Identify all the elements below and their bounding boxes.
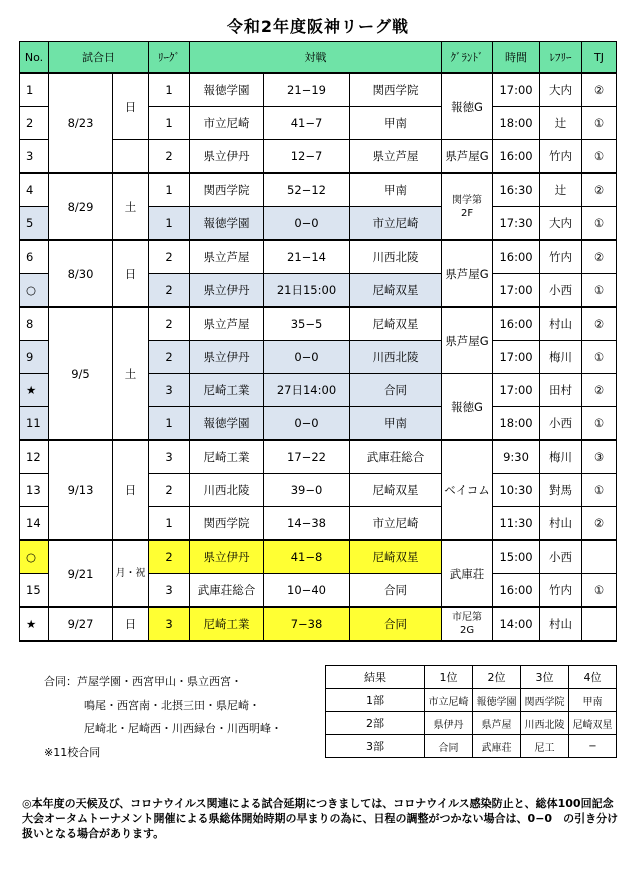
note-line: 尼崎北・尼崎西・川西緑台・川西明峰・ [84, 722, 282, 735]
away-team: 川西北陵 [350, 341, 442, 374]
time: 18:00 [493, 407, 540, 441]
tj: ② [582, 73, 617, 107]
match-date: 8/29 [49, 173, 113, 240]
division: 1部 [326, 689, 425, 712]
match-no: ○ [20, 274, 49, 308]
referee: 村山 [540, 607, 582, 641]
match-date: 9/13 [49, 440, 113, 540]
referee: 小西 [540, 407, 582, 441]
time: 17:00 [493, 374, 540, 407]
league: 2 [149, 540, 190, 574]
referee: 小西 [540, 274, 582, 308]
table-row [20, 73, 617, 107]
home-team: 尼崎工業 [190, 374, 264, 407]
score: 0−0 [264, 407, 350, 441]
rank-cell: 尼崎双星 [569, 712, 617, 735]
match-date: 8/23 [49, 73, 113, 173]
results-header: 4位 [569, 666, 617, 689]
note-line: ※11校合同 [44, 745, 101, 759]
results-row [326, 712, 617, 735]
referee: 辻 [540, 173, 582, 207]
match-day: 日 [113, 440, 149, 540]
results-row [326, 689, 617, 712]
tj: ① [582, 474, 617, 507]
match-no: 5 [20, 207, 49, 241]
away-team: 尼崎双星 [350, 474, 442, 507]
referee: 村山 [540, 507, 582, 541]
table-row [20, 240, 617, 274]
header-tj: TJ [582, 42, 617, 74]
match-date: 9/5 [49, 307, 113, 440]
time: 17:00 [493, 73, 540, 107]
header-row [20, 42, 617, 74]
league: 2 [149, 240, 190, 274]
joint-team-notes [44, 670, 282, 764]
tj [582, 540, 617, 574]
home-team: 報徳学園 [190, 73, 264, 107]
home-team: 県立伊丹 [190, 341, 264, 374]
match-no: 2 [20, 107, 49, 140]
note-line: 合同：芦屋学園・西宮甲山・県立西宮・ [44, 675, 242, 688]
table-row [20, 540, 617, 574]
header-no: No. [20, 42, 49, 74]
tj: ① [582, 107, 617, 140]
time: 14:00 [493, 607, 540, 641]
match-no: 8 [20, 307, 49, 341]
tj: ① [582, 274, 617, 308]
rank-cell: 合同 [425, 735, 473, 758]
rank-cell: 尼工 [521, 735, 569, 758]
match-date: 9/27 [49, 607, 113, 641]
home-team: 県立伊丹 [190, 274, 264, 308]
match-day: 土 [113, 173, 149, 240]
match-no: 14 [20, 507, 49, 541]
home-team: 市立尼崎 [190, 107, 264, 140]
header-match: 対戦 [190, 42, 442, 74]
match-no: 12 [20, 440, 49, 474]
home-team: 報徳学園 [190, 207, 264, 241]
score: 21日15:00 [264, 274, 350, 308]
score: 0−0 [264, 207, 350, 241]
league: 1 [149, 407, 190, 441]
match-no: 1 [20, 73, 49, 107]
tj: ③ [582, 440, 617, 474]
tj: ① [582, 341, 617, 374]
league: 3 [149, 574, 190, 608]
referee: 對馬 [540, 474, 582, 507]
home-team: 県立伊丹 [190, 540, 264, 574]
schedule-table [19, 41, 617, 642]
away-team: 市立尼崎 [350, 507, 442, 541]
away-team: 尼崎双星 [350, 540, 442, 574]
tj: ① [582, 207, 617, 241]
results-table [325, 665, 617, 758]
league: 1 [149, 207, 190, 241]
results-header: 1位 [425, 666, 473, 689]
ground: 市尼第2G [442, 607, 493, 641]
tj: ① [582, 140, 617, 174]
time: 17:00 [493, 274, 540, 308]
ground: 報徳G [442, 374, 493, 441]
match-no: 9 [20, 341, 49, 374]
referee: 竹内 [540, 140, 582, 174]
away-team: 甲南 [350, 107, 442, 140]
away-team: 尼崎双星 [350, 274, 442, 308]
league: 2 [149, 140, 190, 174]
referee: 田村 [540, 374, 582, 407]
time: 16:00 [493, 574, 540, 608]
header-time: 時間 [493, 42, 540, 74]
match-no: 11 [20, 407, 49, 441]
home-team: 関西学院 [190, 507, 264, 541]
referee: 辻 [540, 107, 582, 140]
ground: 県芦屋G [442, 240, 493, 307]
league: 3 [149, 374, 190, 407]
table-row [20, 173, 617, 207]
away-team: 県立芦屋 [350, 140, 442, 174]
match-day: 月・祝 [113, 540, 149, 607]
tj: ① [582, 407, 617, 441]
score: 7−38 [264, 607, 350, 641]
away-team: 甲南 [350, 173, 442, 207]
score: 0−0 [264, 341, 350, 374]
match-date: 8/30 [49, 240, 113, 307]
time: 10:30 [493, 474, 540, 507]
league: 2 [149, 474, 190, 507]
ground: 県芦屋G [442, 307, 493, 374]
match-no: ★ [20, 374, 49, 407]
match-no: 3 [20, 140, 49, 174]
rank-cell: 市立尼崎 [425, 689, 473, 712]
score: 10−40 [264, 574, 350, 608]
home-team: 川西北陵 [190, 474, 264, 507]
away-team: 尼崎双星 [350, 307, 442, 341]
league: 1 [149, 173, 190, 207]
score: 27日14:00 [264, 374, 350, 407]
home-team: 県立芦屋 [190, 240, 264, 274]
rank-cell: 武庫荘 [473, 735, 521, 758]
match-no: 4 [20, 173, 49, 207]
match-no: 15 [20, 574, 49, 608]
header-ground: ｸﾞﾗﾝﾄﾞ [442, 42, 493, 74]
rank-cell: 甲南 [569, 689, 617, 712]
tj: ② [582, 240, 617, 274]
ground: 関学第2F [442, 173, 493, 240]
division: 3部 [326, 735, 425, 758]
rank-cell: − [569, 735, 617, 758]
time: 18:00 [493, 107, 540, 140]
table-row [20, 440, 617, 474]
match-day: 日 [113, 607, 149, 641]
rank-cell: 川西北陵 [521, 712, 569, 735]
match-no: 13 [20, 474, 49, 507]
ground: ベイコム [442, 440, 493, 540]
referee: 梅川 [540, 341, 582, 374]
league: 2 [149, 307, 190, 341]
league: 3 [149, 440, 190, 474]
rank-cell: 県伊丹 [425, 712, 473, 735]
match-day: 土 [113, 307, 149, 440]
match-day-blank [113, 140, 149, 174]
match-day: 日 [113, 73, 149, 140]
page-title: 令和2年度阪神リーグ戦 [226, 17, 410, 36]
home-team: 関西学院 [190, 173, 264, 207]
header-referee: ﾚﾌﾘｰ [540, 42, 582, 74]
tj [582, 607, 617, 641]
score: 35−5 [264, 307, 350, 341]
time: 17:00 [493, 341, 540, 374]
home-team: 尼崎工業 [190, 607, 264, 641]
results-row [326, 735, 617, 758]
league: 1 [149, 507, 190, 541]
referee: 梅川 [540, 440, 582, 474]
score: 41−7 [264, 107, 350, 140]
home-team: 尼崎工業 [190, 440, 264, 474]
score: 52−12 [264, 173, 350, 207]
match-day: 日 [113, 240, 149, 307]
results-header: 2位 [473, 666, 521, 689]
time: 15:00 [493, 540, 540, 574]
away-team: 武庫荘総合 [350, 440, 442, 474]
league: 1 [149, 73, 190, 107]
referee: 大内 [540, 73, 582, 107]
table-row [20, 607, 617, 641]
time: 9:30 [493, 440, 540, 474]
home-team: 県立芦屋 [190, 307, 264, 341]
time: 16:30 [493, 173, 540, 207]
referee: 竹内 [540, 574, 582, 608]
home-team: 報徳学園 [190, 407, 264, 441]
score: 39−0 [264, 474, 350, 507]
tj: ② [582, 173, 617, 207]
score: 14−38 [264, 507, 350, 541]
away-team: 市立尼崎 [350, 207, 442, 241]
results-header: 結果 [326, 666, 425, 689]
home-team: 武庫荘総合 [190, 574, 264, 608]
ground: 武庫荘 [442, 540, 493, 607]
referee: 小西 [540, 540, 582, 574]
table-row [20, 307, 617, 341]
note-line: 鳴尾・西宮南・北摂三田・県尼崎・ [84, 698, 260, 712]
time: 16:00 [493, 140, 540, 174]
league: 1 [149, 107, 190, 140]
score: 21−14 [264, 240, 350, 274]
time: 11:30 [493, 507, 540, 541]
match-no: ○ [20, 540, 49, 574]
tj: ① [582, 574, 617, 608]
time: 16:00 [493, 240, 540, 274]
score: 21−19 [264, 73, 350, 107]
home-team: 県立伊丹 [190, 140, 264, 174]
match-no: 6 [20, 240, 49, 274]
away-team: 合同 [350, 374, 442, 407]
away-team: 関西学院 [350, 73, 442, 107]
rank-cell: 報徳学園 [473, 689, 521, 712]
score: 41−8 [264, 540, 350, 574]
header-date: 試合日 [49, 42, 149, 74]
time: 16:00 [493, 307, 540, 341]
header-league: ﾘｰｸﾞ [149, 42, 190, 74]
match-no: ★ [20, 607, 49, 641]
match-date: 9/21 [49, 540, 113, 607]
tj: ② [582, 307, 617, 341]
away-team: 合同 [350, 607, 442, 641]
league: 3 [149, 607, 190, 641]
away-team: 甲南 [350, 407, 442, 441]
rank-cell: 県芦屋 [473, 712, 521, 735]
referee: 竹内 [540, 240, 582, 274]
tj: ② [582, 374, 617, 407]
time: 17:30 [493, 207, 540, 241]
referee: 村山 [540, 307, 582, 341]
division: 2部 [326, 712, 425, 735]
referee: 大内 [540, 207, 582, 241]
results-header: 3位 [521, 666, 569, 689]
away-team: 合同 [350, 574, 442, 608]
ground: 報徳G [442, 73, 493, 140]
ground: 県芦屋G [442, 140, 493, 174]
league: 2 [149, 274, 190, 308]
league: 2 [149, 341, 190, 374]
results-header-row [326, 666, 617, 689]
score: 17−22 [264, 440, 350, 474]
away-team: 川西北陵 [350, 240, 442, 274]
score: 12−7 [264, 140, 350, 174]
footnote: ◎本年度の天候及び、コロナウイルス関連による試合延期につきましては、コロナウイルス感染防止と、総体100回記念大会オータムトーナメント開催による県総体開始時期の早まりの為に、日程の調整がつかない場合は、0−0 の引き分け扱いとなる場合があります。 [22, 797, 619, 840]
tj: ② [582, 507, 617, 541]
rank-cell: 関西学院 [521, 689, 569, 712]
